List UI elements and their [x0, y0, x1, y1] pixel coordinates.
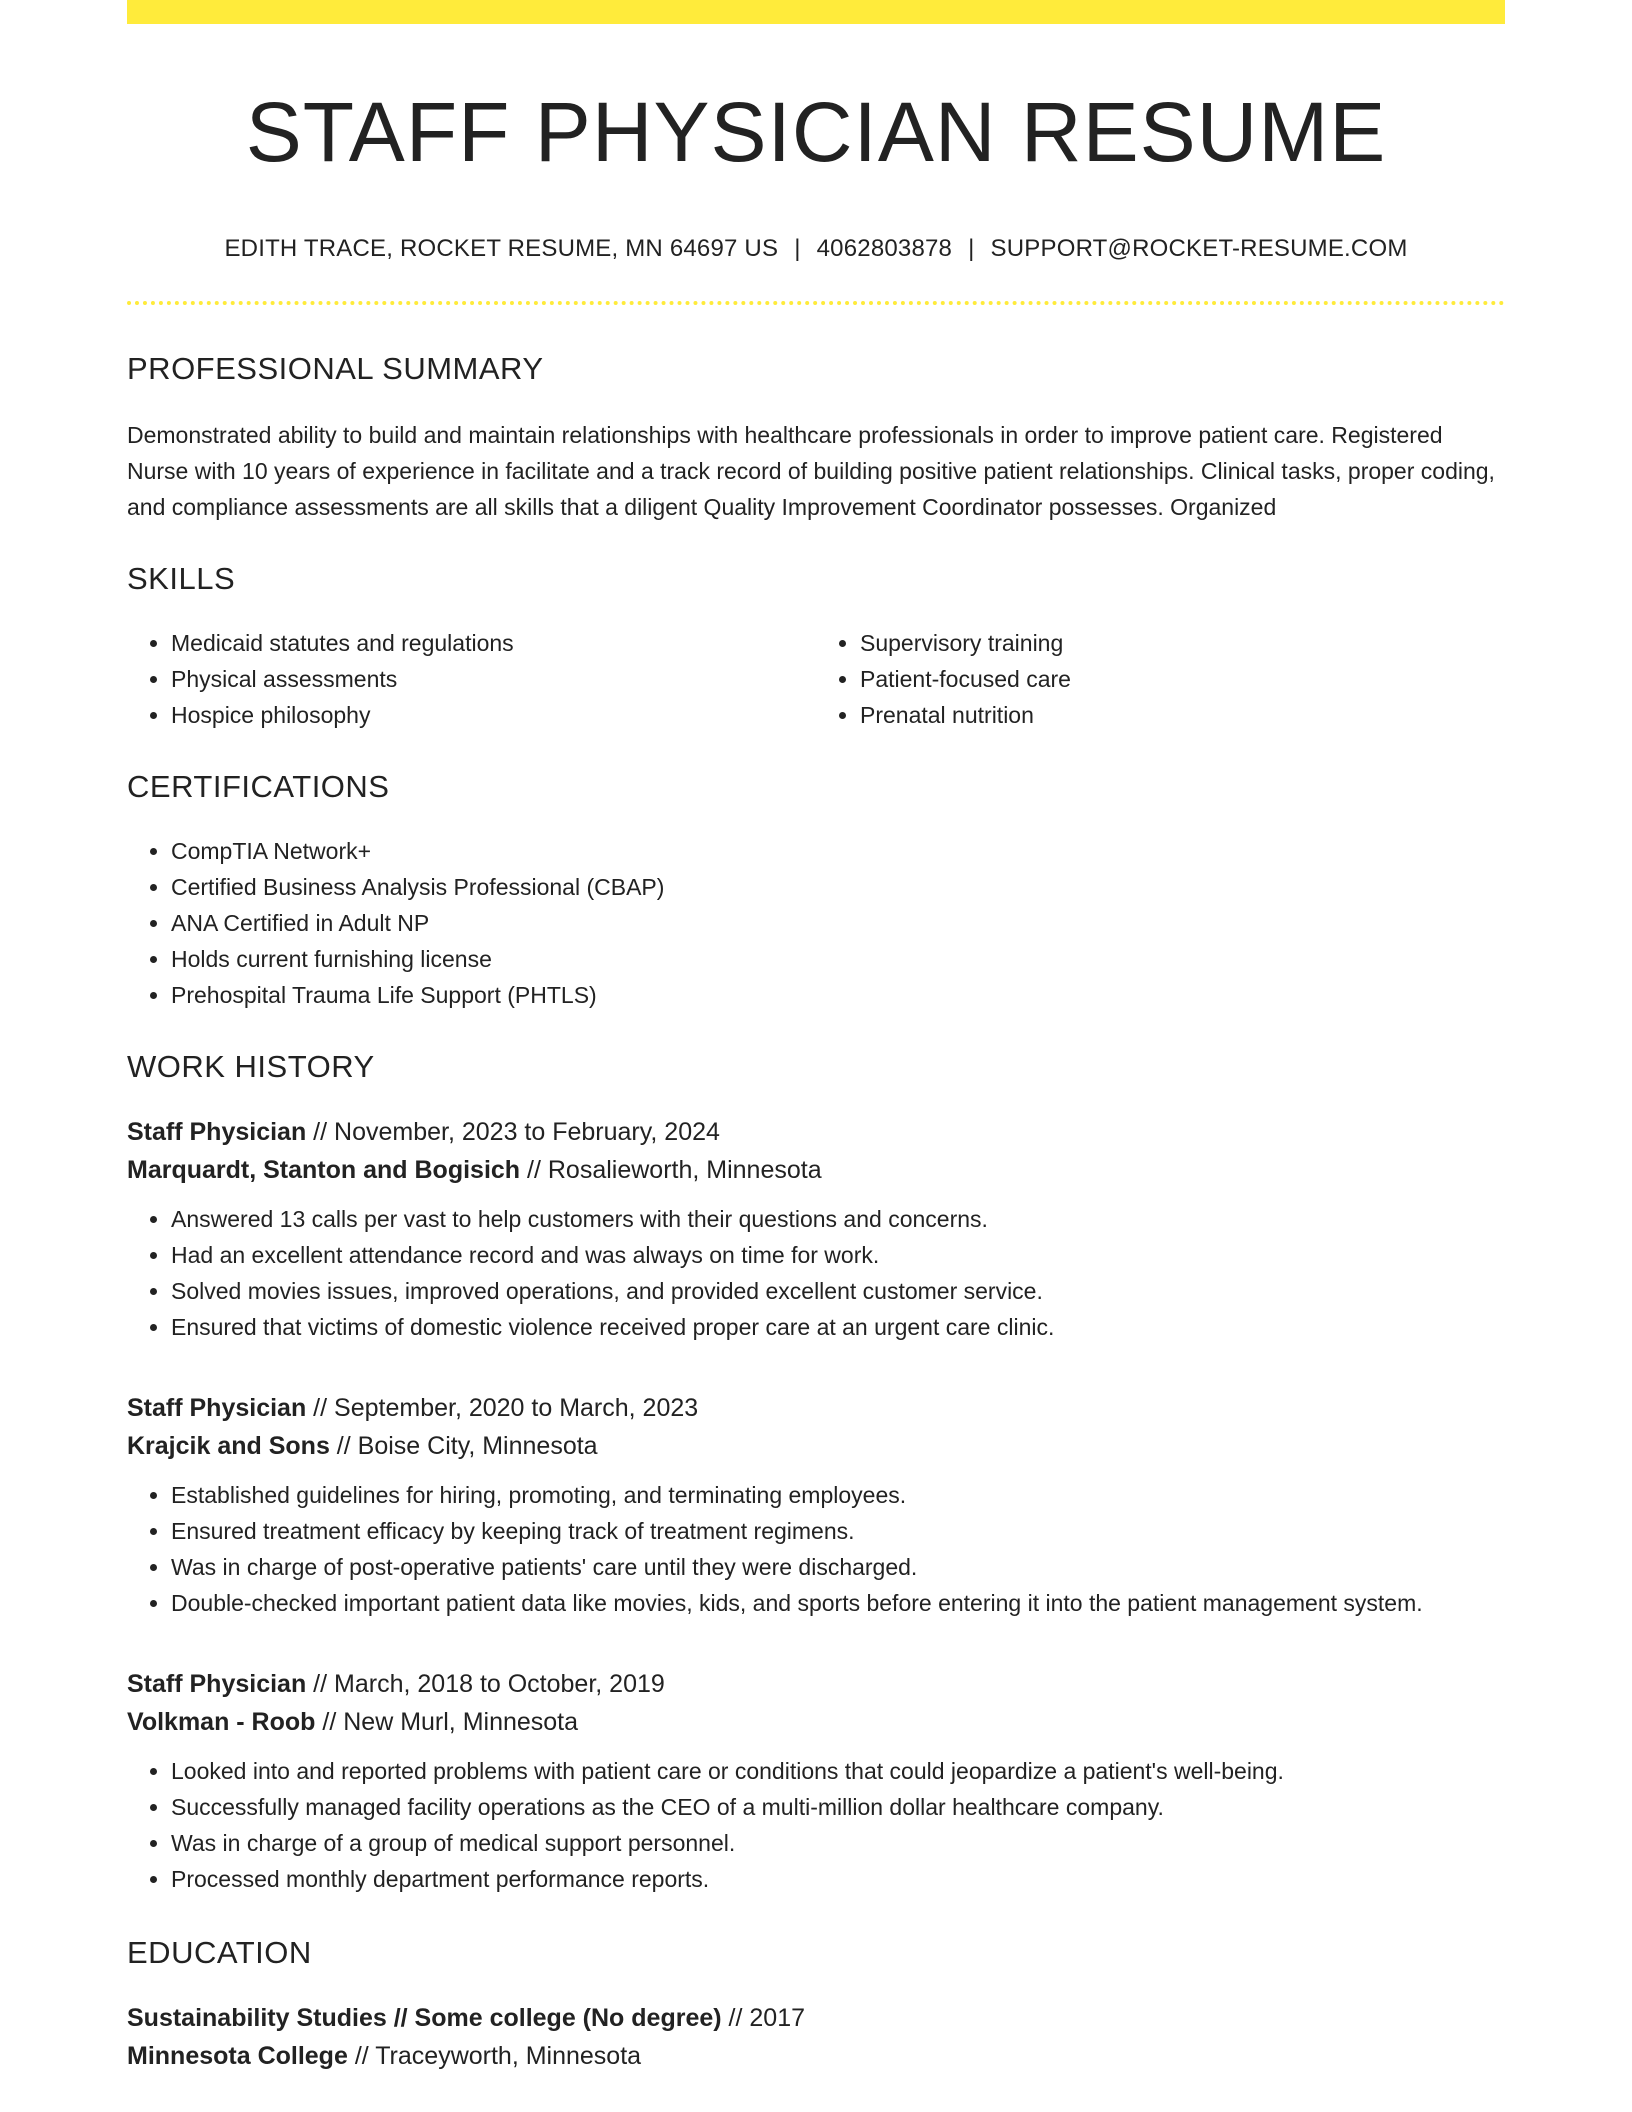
education-entry: [127, 1999, 1505, 2075]
job-bullet: • Was in charge of a group of medical support personnel.: [171, 1825, 1505, 1861]
certification-item: • CompTIA Network+: [171, 833, 1505, 869]
job-dates: March, 2018 to October, 2019: [334, 1669, 665, 1698]
job-dates: September, 2020 to March, 2023: [334, 1393, 699, 1422]
skill-item: • Prenatal nutrition: [860, 697, 1505, 733]
skills-list-right: [816, 625, 1505, 733]
skill-item: • Patient-focused care: [860, 661, 1505, 697]
certification-item: • Holds current furnishing license: [171, 941, 1505, 977]
education-degree-line: [127, 1999, 1505, 2037]
skills-section: [127, 561, 1505, 733]
field-separator: //: [315, 1707, 344, 1736]
job-location: Rosalieworth, Minnesota: [547, 1155, 822, 1184]
section-heading: WORK HISTORY: [127, 1048, 375, 1084]
job-bullets: [127, 1753, 1505, 1897]
job-bullet: • Looked into and reported problems with patient care or conditions that could jeopardize a patient's well-being.: [171, 1753, 1505, 1789]
job-bullet: • Was in charge of post-operative patients' care until they were discharged.: [171, 1549, 1505, 1585]
education-section: [127, 1935, 1505, 2075]
job-bullet: • Had an excellent attendance record and was always on time for work.: [171, 1237, 1505, 1273]
contact-separator: |: [968, 234, 975, 262]
summary-text: Demonstrated ability to build and maintain relationships with healthcare professionals in order to improve patient care. Registered Nurse with 10 years of experience in facilitate and a track record of building positive patient relationships. Clinical tasks, proper coding, and compliance assessments are all skills that a diligent Quality Improvement Coordinator possesses. Organized: [127, 421, 1495, 520]
job-company-line: [127, 1427, 1505, 1465]
education-school: Minnesota College: [127, 2041, 348, 2070]
job-title-line: [127, 1389, 1505, 1427]
field-separator: //: [347, 2041, 376, 2070]
work-history-section: [127, 1049, 1505, 1897]
job-bullet: • Ensured that victims of domestic violence received proper care at an urgent care clinic.: [171, 1309, 1505, 1345]
job-company-line: [127, 1703, 1505, 1741]
job-company: Krajcik and Sons: [127, 1431, 330, 1460]
job-bullet: • Solved movies issues, improved operations, and provided excellent customer service.: [171, 1273, 1505, 1309]
section-heading: EDUCATION: [127, 1934, 312, 1970]
skill-item: • Supervisory training: [860, 625, 1505, 661]
job-location: Boise City, Minnesota: [357, 1431, 598, 1460]
job-title-line: [127, 1665, 1505, 1703]
field-separator: //: [306, 1669, 335, 1698]
education-location: Traceyworth, Minnesota: [375, 2041, 642, 2070]
job-dates: November, 2023 to February, 2024: [334, 1117, 720, 1146]
section-heading: SKILLS: [127, 560, 236, 596]
education-year: 2017: [749, 2003, 806, 2032]
field-separator: //: [306, 1117, 335, 1146]
job-company: Volkman - Roob: [127, 1707, 316, 1736]
resume-page: [127, 0, 1505, 2075]
field-separator: //: [721, 2003, 750, 2032]
contact-separator: |: [794, 234, 801, 262]
top-accent-bar: [127, 0, 1505, 24]
job-bullet: • Established guidelines for hiring, promoting, and terminating employees.: [171, 1477, 1505, 1513]
certifications-section: [127, 769, 1505, 1013]
section-heading: CERTIFICATIONS: [127, 768, 390, 804]
contact-line: [127, 235, 1505, 263]
skill-item: • Hospice philosophy: [171, 697, 816, 733]
job-bullet: • Processed monthly department performance reports.: [171, 1861, 1505, 1897]
job-bullet: • Successfully managed facility operations as the CEO of a multi-million dollar healthcare company.: [171, 1789, 1505, 1825]
job-entry: [127, 1113, 1505, 1345]
job-entry: [127, 1665, 1505, 1897]
job-bullet: • Double-checked important patient data like movies, kids, and sports before entering it into the patient management system.: [171, 1585, 1505, 1621]
dotted-divider: [127, 301, 1505, 305]
job-bullet: • Answered 13 calls per vast to help customers with their questions and concerns.: [171, 1201, 1505, 1237]
contact-email: SUPPORT@ROCKET-RESUME.COM: [990, 234, 1408, 262]
professional-summary-section: [127, 351, 1505, 525]
field-separator: //: [306, 1393, 335, 1422]
education-school-line: [127, 2037, 1505, 2075]
field-separator: //: [520, 1155, 548, 1184]
contact-address: EDITH TRACE, ROCKET RESUME, MN 64697 US: [224, 234, 779, 262]
job-entry: [127, 1389, 1505, 1621]
job-bullets: [127, 1477, 1505, 1621]
job-bullets: [127, 1201, 1505, 1345]
job-company-line: [127, 1151, 1505, 1189]
field-separator: //: [329, 1431, 358, 1460]
job-title: Staff Physician: [127, 1669, 307, 1698]
skills-list-left: [127, 625, 816, 733]
certifications-list: [127, 833, 1505, 1013]
skill-item: • Physical assessments: [171, 661, 816, 697]
contact-phone: 4062803878: [816, 234, 953, 262]
job-title: Staff Physician: [127, 1393, 307, 1422]
job-title: Staff Physician: [127, 1117, 307, 1146]
education-degree: Sustainability Studies // Some college (No degree): [127, 2003, 722, 2032]
job-title-line: [127, 1113, 1505, 1151]
certification-item: • ANA Certified in Adult NP: [171, 905, 1505, 941]
skill-item: • Medicaid statutes and regulations: [171, 625, 816, 661]
section-heading: PROFESSIONAL SUMMARY: [127, 350, 544, 386]
page-title: STAFF PHYSICIAN RESUME: [245, 85, 1387, 179]
certification-item: • Certified Business Analysis Professional (CBAP): [171, 869, 1505, 905]
job-location: New Murl, Minnesota: [343, 1707, 579, 1736]
job-company: Marquardt, Stanton and Bogisich: [127, 1155, 521, 1184]
job-bullet: • Ensured treatment efficacy by keeping track of treatment regimens.: [171, 1513, 1505, 1549]
certification-item: • Prehospital Trauma Life Support (PHTLS): [171, 977, 1505, 1013]
